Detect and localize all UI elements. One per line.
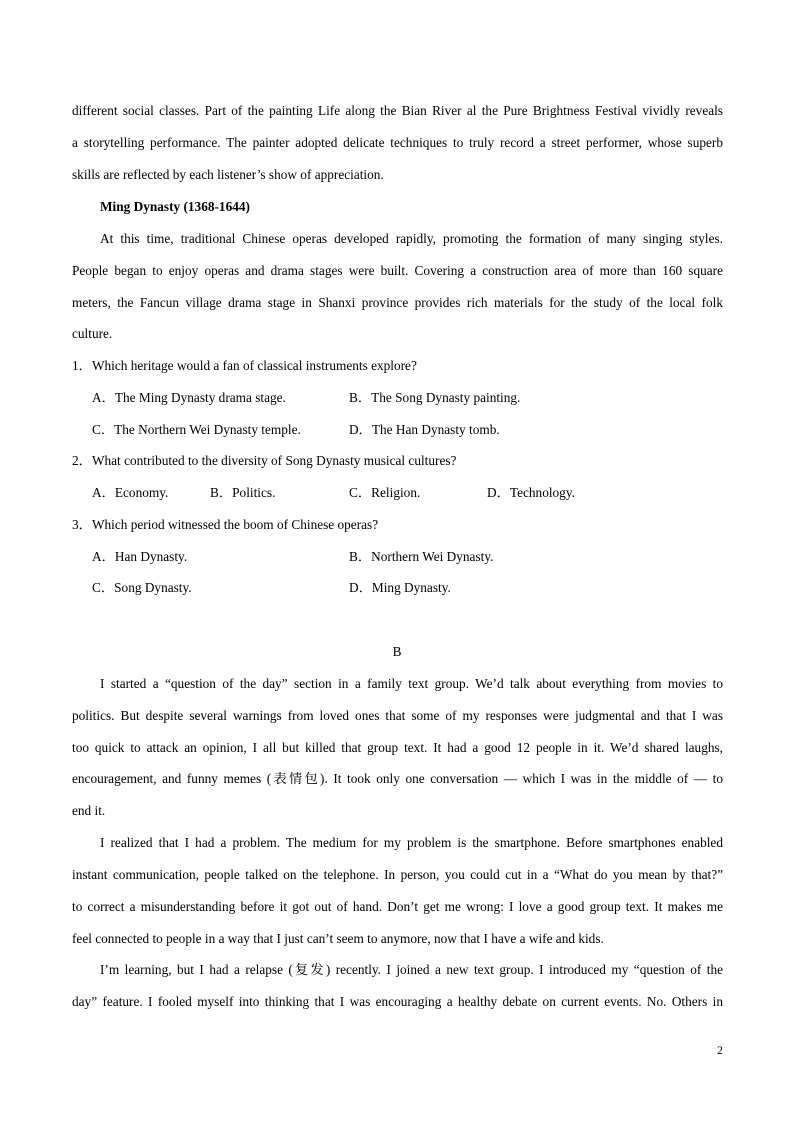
paragraph-line: to correct a misunderstanding before it got out of hand. Don’t get me wrong: I love a good group text. It makes me: [72, 899, 723, 914]
answer-option: D．The Han Dynasty tomb.: [349, 422, 500, 437]
paragraph-line: politics. But despite several warnings from loved ones that some of my responses were judgmental and that I was: [72, 708, 723, 723]
answer-option: D．Ming Dynasty.: [349, 580, 451, 595]
paragraph-line: meters, the Fancun village drama stage in Shanxi province provides rich materials for the study of the local folk: [72, 295, 723, 310]
answer-option: B．The Song Dynasty painting.: [349, 390, 521, 405]
answer-option: B．Northern Wei Dynasty.: [349, 549, 494, 564]
answer-option: C．Religion.: [349, 485, 421, 500]
answer-option: C．Song Dynasty.: [92, 580, 192, 595]
passage-letter: B: [392, 644, 402, 659]
section-heading: Ming Dynasty (1368-1644): [100, 199, 250, 214]
answer-option: B．Politics.: [210, 485, 276, 500]
paragraph-line: instant communication, people talked on the telephone. In person, you could cut in a “What do you mean by that?”: [72, 867, 723, 882]
paragraph-line: I realized that I had a problem. The medium for my problem is the smartphone. Before smartphones enabled: [100, 835, 723, 850]
paragraph-line: day” feature. I fooled myself into thinking that I was encouraging a healthy debate on current events. No. Others in: [72, 994, 723, 1009]
answer-option: A．Economy.: [92, 485, 169, 500]
paragraph-line: At this time, traditional Chinese operas developed rapidly, promoting the formation of many singing styles.: [100, 231, 723, 246]
answer-option: D．Technology.: [487, 485, 575, 500]
paragraph-line: encouragement, and funny memes (表情包). It took only one conversation — which I was in the middle of — to: [72, 771, 723, 786]
paragraph-line: I started a “question of the day” section in a family text group. We’d talk about everything from movies to: [100, 676, 723, 691]
question-stem: 2．What contributed to the diversity of Song Dynasty musical cultures?: [72, 453, 457, 468]
paragraph-line: feel connected to people in a way that I just can’t seem to anymore, now that I have a wife and kids.: [72, 931, 604, 946]
answer-option: C．The Northern Wei Dynasty temple.: [92, 422, 301, 437]
paragraph-line: skills are reflected by each listener’s show of appreciation.: [72, 167, 384, 182]
paragraph-line: a storytelling performance. The painter adopted delicate techniques to truly record a street performer, whose superb: [72, 135, 723, 150]
paragraph-line: end it.: [72, 803, 106, 818]
paragraph-line: I’m learning, but I had a relapse (复发) recently. I joined a new text group. I introduced my “question of the: [100, 962, 723, 977]
page-number: 2: [717, 1043, 723, 1057]
answer-option: A．Han Dynasty.: [92, 549, 188, 564]
paragraph-line: different social classes. Part of the painting Life along the Bian River al the Pure Brightness Festival vividly reveals: [72, 103, 723, 118]
question-stem: 1．Which heritage would a fan of classical instruments explore?: [72, 358, 417, 373]
question-stem: 3．Which period witnessed the boom of Chinese operas?: [72, 517, 379, 532]
answer-option: A．The Ming Dynasty drama stage.: [92, 390, 286, 405]
paragraph-line: culture.: [72, 326, 113, 341]
paragraph-line: People began to enjoy operas and drama stages were built. Covering a construction area of more than 160 square: [72, 263, 723, 278]
paragraph-line: too quick to attack an opinion, I all but killed that group text. It had a good 12 people in it. We’d shared laughs,: [72, 740, 723, 755]
